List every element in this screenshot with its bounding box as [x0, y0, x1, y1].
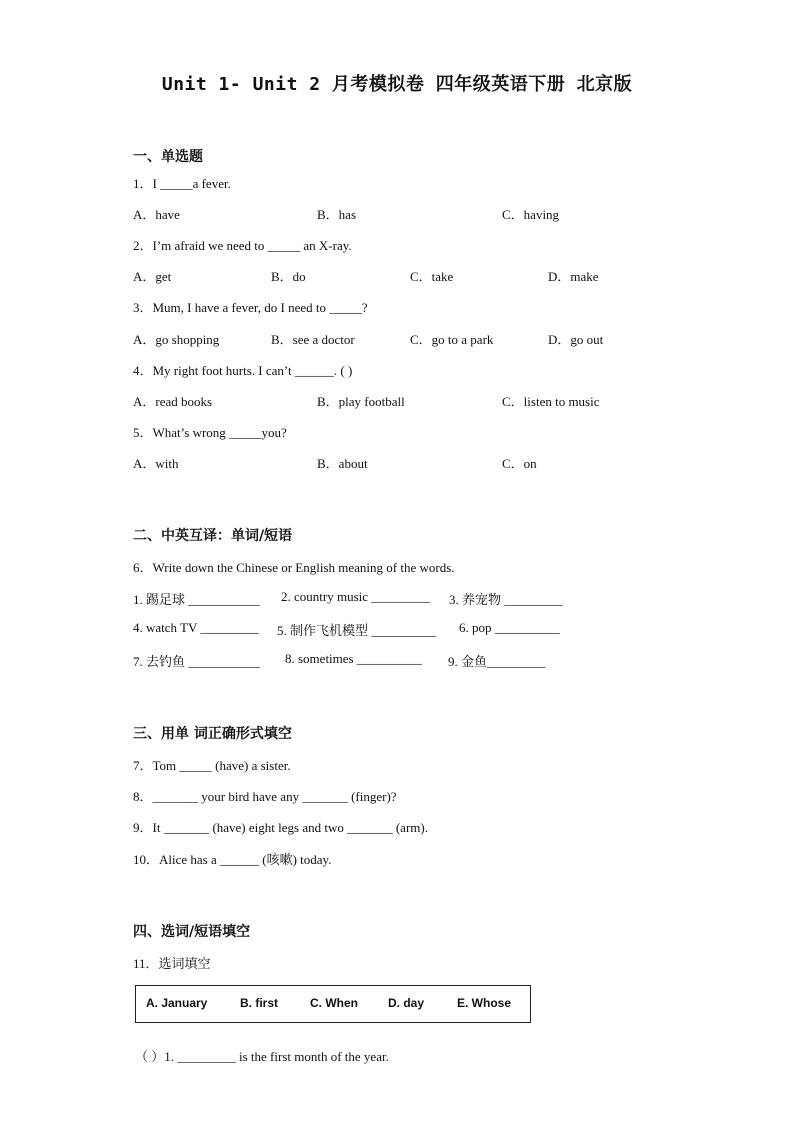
question-11: 11．选词填空	[133, 956, 211, 971]
q1-option-c: C．having	[502, 207, 560, 222]
question-3: 3．Mum, I have a fever, do I need to _____?	[133, 300, 368, 315]
word-bank-item: B. first	[240, 996, 279, 1010]
q2-option-b: B．do	[271, 269, 306, 284]
q4-option-a: A．read books	[133, 394, 213, 409]
word-bank-item: D. day	[388, 996, 425, 1010]
q6-item-7: 7. 去钓鱼 ___________	[133, 654, 260, 669]
q5-option-a: A．with	[133, 456, 179, 471]
word-bank-item: E. Whose	[457, 996, 512, 1010]
q1-option-b: B．has	[317, 207, 357, 222]
q4-option-c: C．listen to music	[502, 394, 600, 409]
section-3-heading: 三、用单 词正确形式填空	[133, 726, 292, 742]
q6-item-2: 2. country music _________	[281, 589, 430, 604]
question-9: 9．It _______ (have) eight legs and two _______ (arm).	[133, 820, 428, 835]
word-bank-item: C. When	[310, 996, 358, 1010]
q2-option-a: A．get	[133, 269, 172, 284]
question-5: 5．What’s wrong _____you?	[133, 425, 287, 440]
q6-item-8: 8. sometimes __________	[285, 651, 422, 666]
q1-option-a: A．have	[133, 207, 180, 222]
q6-item-5: 5. 制作飞机模型 __________	[277, 623, 437, 638]
q5-option-b: B．about	[317, 456, 368, 471]
section-4-heading: 四、选词/短语填空	[133, 924, 251, 940]
page-title: Unit 1- Unit 2 月考模拟卷 四年级英语下册 北京版	[161, 74, 633, 95]
question-8: 8．_______ your bird have any _______ (finger)?	[133, 789, 397, 804]
q3-option-a: A．go shopping	[133, 332, 220, 347]
q4-option-b: B．play football	[317, 394, 405, 409]
q5-option-c: C．on	[502, 456, 537, 471]
q6-item-3: 3. 养宠物 _________	[449, 592, 563, 607]
q6-item-6: 6. pop __________	[459, 620, 560, 635]
word-bank-box	[135, 985, 531, 1023]
q3-option-b: B．see a doctor	[271, 332, 355, 347]
q6-item-9: 9. 金鱼_________	[448, 654, 546, 669]
question-1: 1．I _____a fever.	[133, 176, 231, 191]
q3-option-c: C．go to a park	[410, 332, 494, 347]
q6-item-1: 1. 踢足球 ___________	[133, 592, 260, 607]
section-2-heading: 二、中英互译：单词/短语	[133, 528, 293, 544]
q11-item-1: （ ）1. _________ is the first month of the year.	[135, 1049, 389, 1064]
question-4: 4．My right foot hurts. I can’t ______. ( )	[133, 363, 353, 378]
question-2: 2．I’m afraid we need to _____ an X-ray.	[133, 238, 352, 253]
word-bank-item: A. January	[146, 996, 208, 1010]
question-7: 7．Tom _____ (have) a sister.	[133, 758, 291, 773]
q2-option-c: C．take	[410, 269, 454, 284]
question-10: 10．Alice has a ______ (咳嗽) today.	[133, 852, 332, 867]
q3-option-d: D．go out	[548, 332, 604, 347]
q6-item-4: 4. watch TV _________	[133, 620, 259, 635]
question-6: 6．Write down the Chinese or English meaning of the words.	[133, 560, 455, 575]
q2-option-d: D．make	[548, 269, 599, 284]
section-1-heading: 一、单选题	[133, 149, 203, 165]
